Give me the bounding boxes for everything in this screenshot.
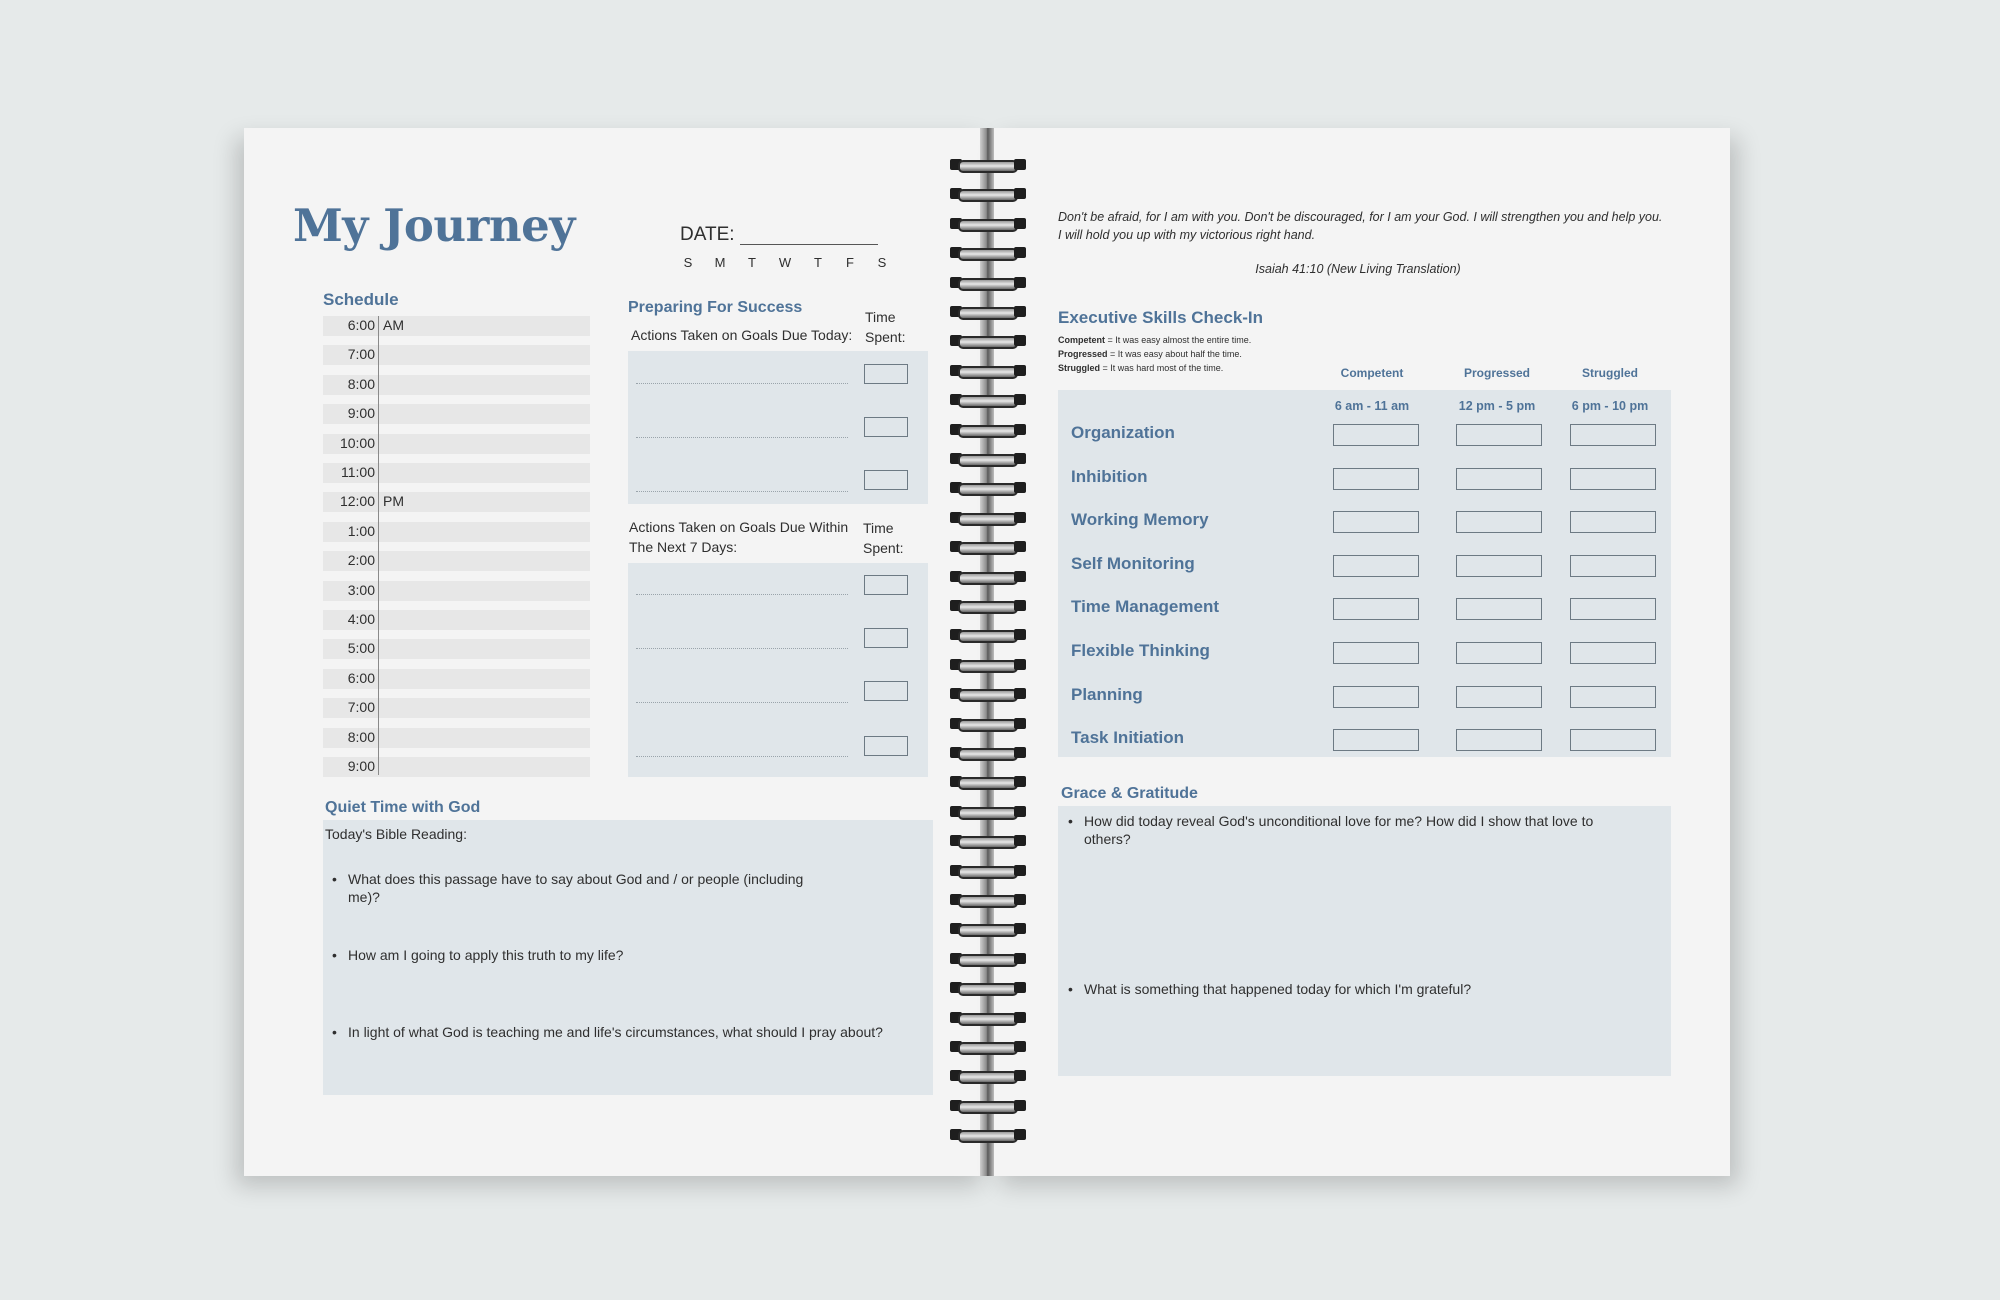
spiral-coil [950,216,1026,231]
skill-rating-box[interactable] [1456,642,1542,664]
week-action-line[interactable] [636,756,848,757]
skill-rating-box[interactable] [1570,729,1656,751]
spiral-coil [950,275,1026,290]
spiral-coil [950,774,1026,789]
spiral-coil [950,392,1026,407]
skills-legend [1058,333,1251,375]
schedule-time: 9:00 [347,405,375,422]
day-monday[interactable]: M [714,255,726,270]
spiral-coil [950,951,1026,966]
skill-label: Working Memory [1071,510,1209,530]
legend-progressed: Progressed = It was easy about half the time. [1058,349,1242,359]
spiral-coil [950,686,1026,701]
legend-struggled: Struggled = It was hard most of the time. [1058,363,1224,373]
skill-label: Organization [1071,423,1175,442]
spiral-coil [950,892,1026,907]
week-actions-label-2: The Next 7 Days: [629,539,738,555]
skill-rating-box[interactable] [1333,555,1419,577]
spiral-coil [950,1010,1026,1025]
verse-line-2: I will hold you up with my victorious right hand. [1058,228,1316,242]
column-competent: Competent [1340,366,1404,380]
today-actions-label: Actions Taken on Goals Due Today: [631,327,853,343]
skill-label: Planning [1071,684,1143,704]
day-saturday[interactable]: S [877,255,887,270]
day-thursday[interactable]: T [814,255,822,270]
time-range-morning: 6 am - 11 am [1334,399,1410,413]
week-time-box[interactable] [864,736,908,756]
gratitude-question-1-line1: • How did today reveal God's unconditional love for me? How did I show that love to [1084,813,1594,829]
quiet-question-1 [348,870,803,906]
spiral-coil [950,480,1026,495]
date-label: DATE: [680,224,735,245]
gratitude-question-2: • What is something that happened today for which I'm grateful? [1084,980,1471,998]
skill-label: Task Initiation [1071,728,1185,748]
spiral-coil [950,1039,1026,1054]
week-time-box[interactable] [864,681,908,701]
spiral-coil [950,333,1026,348]
skill-rating-box[interactable] [1333,729,1419,751]
day-sunday[interactable]: S [683,255,693,270]
spiral-coil [950,745,1026,760]
time-range-evening: 6 pm - 10 pm [1571,399,1649,413]
skill-label: Flexible Thinking [1071,641,1210,660]
quiet-time-heading: Quiet Time with God [325,799,481,816]
today-action-line[interactable] [636,491,848,492]
am-label: AM [383,317,404,333]
bible-verse [1058,208,1662,244]
time-range-afternoon: 12 pm - 5 pm [1458,399,1536,413]
spiral-coil [950,569,1026,584]
schedule-time: 2:00 [347,552,375,569]
spiral-coil [950,657,1026,672]
week-action-line[interactable] [636,648,848,649]
today-time-box[interactable] [864,470,908,490]
column-struggled: Struggled [1582,366,1638,380]
spiral-coil [950,1127,1026,1142]
schedule-time: 6:00 [347,317,375,333]
schedule-heading: Schedule [323,290,399,309]
skill-rating-box[interactable] [1333,424,1419,446]
skill-rating-box[interactable] [1333,511,1419,533]
week-time-box[interactable] [864,575,908,595]
skill-rating-box[interactable] [1456,511,1542,533]
spiral-coil [950,833,1026,848]
day-friday[interactable]: F [846,255,854,270]
spiral-coil [950,157,1026,172]
today-action-line[interactable] [636,437,848,438]
skill-rating-box[interactable] [1456,686,1542,708]
skill-rating-box[interactable] [1570,555,1656,577]
skill-rating-box[interactable] [1333,598,1419,620]
legend-competent: Competent = It was easy almost the entire time. [1058,335,1252,345]
spiral-coil [950,863,1026,878]
quiet-question-3: • In light of what God is teaching me and life's circumstances, what should I pray about? [348,1023,883,1041]
schedule-time: 3:00 [347,581,375,598]
skill-rating-box[interactable] [1456,555,1542,577]
spiral-coil [950,422,1026,437]
day-wednesday[interactable]: W [778,255,792,270]
spiral-coil [950,304,1026,319]
quiet-question-1-line2: me)? [348,889,380,905]
spiral-coil [950,186,1026,201]
skill-rating-box[interactable] [1456,598,1542,620]
spiral-coil [950,1068,1026,1083]
skill-rating-box[interactable] [1570,686,1656,708]
today-time-box[interactable] [864,364,908,384]
spiral-coil [950,598,1026,613]
schedule-time: 5:00 [347,640,375,657]
schedule-time: 1:00 [347,522,375,539]
skill-rating-box[interactable] [1333,686,1419,708]
preparing-heading: Preparing For Success [628,299,803,316]
skill-label: Self Monitoring [1071,553,1195,573]
week-action-line[interactable] [636,594,848,595]
gratitude-question-1 [1084,812,1593,848]
spiral-coil [950,716,1026,731]
schedule-time: 12:00 [339,493,375,510]
skill-rating-box[interactable] [1570,468,1656,490]
spiral-coil [950,510,1026,525]
gratitude-heading: Grace & Gratitude [1061,785,1198,802]
day-tuesday[interactable]: T [748,255,756,270]
verse-reference: Isaiah 41:10 (New Living Translation) [1255,262,1461,276]
spiral-coil [950,363,1026,378]
schedule-time: 9:00 [347,758,375,774]
bible-reading-label: Today's Bible Reading: [325,826,467,842]
date-field[interactable] [740,244,878,245]
skill-rating-box[interactable] [1456,468,1542,490]
schedule-time: 10:00 [339,434,375,451]
schedule-time: 4:00 [347,611,375,627]
today-action-line[interactable] [636,383,848,384]
skill-rating-box[interactable] [1570,424,1656,446]
week-actions-label-1: Actions Taken on Goals Due Within [629,519,849,535]
spiral-coil [950,451,1026,466]
skill-label: Inhibition [1071,466,1148,486]
pm-label: PM [383,493,404,509]
quiet-question-1-line1: • What does this passage have to say about God and / or people (including [348,871,804,887]
skill-rating-box[interactable] [1570,598,1656,620]
skill-label: Time Management [1071,597,1220,617]
week-time-box[interactable] [864,628,908,648]
column-progressed: Progressed [1463,366,1531,380]
week-action-line[interactable] [636,702,848,703]
skill-rating-box[interactable] [1333,468,1419,490]
schedule-divider [378,316,379,775]
schedule-time: 11:00 [341,464,375,480]
spiral-coil [950,627,1026,642]
time-spent-label-2: Spent: [865,329,906,345]
gratitude-question-1-line2: others? [1084,831,1131,847]
skill-rating-box[interactable] [1570,511,1656,533]
time-spent-label-2: Spent: [863,540,904,556]
schedule-time: 7:00 [347,346,375,363]
page-title: My Journey [293,199,575,252]
quiet-question-2: • How am I going to apply this truth to my life? [348,946,623,964]
skill-rating-box[interactable] [1570,642,1656,664]
time-spent-label-1: Time [865,309,896,325]
skill-rating-box[interactable] [1333,642,1419,664]
spiral-coil [950,980,1026,995]
today-time-box[interactable] [864,417,908,437]
spiral-coil [950,804,1026,819]
skill-rating-box[interactable] [1456,729,1542,751]
skill-rating-box[interactable] [1456,424,1542,446]
skills-heading: Executive Skills Check-In [1058,308,1264,327]
schedule-time: 8:00 [347,375,375,392]
spiral-coil [950,921,1026,936]
schedule-time: 6:00 [347,669,375,686]
verse-line-1: Don't be afraid, for I am with you. Don't be discouraged, for I am your God. I will strengthen you and help you. [1058,210,1663,224]
schedule-time: 7:00 [347,699,375,716]
schedule-time: 8:00 [347,728,375,745]
spiral-coil [950,539,1026,554]
time-spent-label-1: Time [863,520,894,536]
spiral-coil [950,1098,1026,1113]
spiral-coil [950,245,1026,260]
